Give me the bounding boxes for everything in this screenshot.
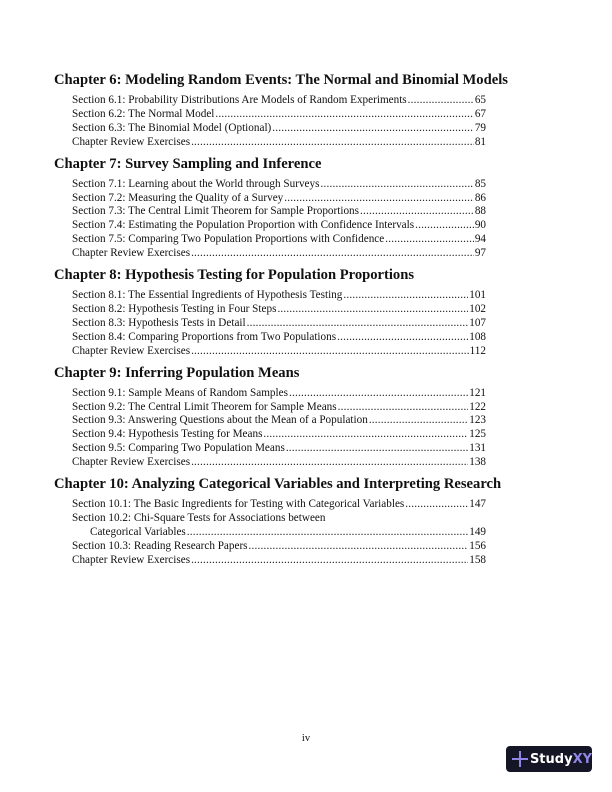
entry-page: 156 [469,539,486,552]
entry-label: Chapter Review Exercises [72,135,191,148]
leader-dots [191,345,469,359]
toc-entry[interactable] [72,498,486,512]
toc-entry[interactable] [72,205,486,219]
entry-page: 123 [469,414,486,427]
toc-entry[interactable] [72,540,486,554]
entry-page: 90 [474,219,486,232]
leader-dots [286,442,468,456]
entry-page: 85 [474,177,486,190]
leader-dots [191,136,474,150]
entry-label: Section 7.2: Measuring the Quality of a Survey [72,191,284,204]
entry-label: Section 10.3: Reading Research Papers [72,539,248,552]
entry-label: Section 8.2: Hypothesis Testing in Four Steps [72,302,277,315]
leader-dots [272,122,474,136]
leader-dots [277,303,468,317]
toc-entry[interactable] [72,401,486,415]
entry-page: 81 [474,135,486,148]
studyxy-watermark[interactable] [506,746,592,772]
toc-entry[interactable] [72,303,486,317]
entry-page: 88 [474,205,486,218]
entry-label: Section 8.3: Hypothesis Tests in Detail [72,316,246,329]
leader-dots [263,428,468,442]
entry-page: 131 [469,442,486,455]
chapter-6 [54,71,508,150]
entry-page: 122 [469,400,486,413]
leader-dots [415,219,474,233]
entry-label: Chapter Review Exercises [72,456,191,469]
chapter-8 [54,266,486,359]
entry-page: 149 [469,525,486,538]
chapter-9 [54,364,486,470]
leader-dots [191,247,474,261]
entry-label: Chapter Review Exercises [72,247,191,260]
entry-page: 86 [474,191,486,204]
leader-dots [320,178,473,192]
entry-page: 147 [469,498,486,511]
toc-entry[interactable] [72,428,486,442]
toc-entry[interactable] [72,345,486,359]
leader-dots [187,526,468,540]
leader-dots [191,456,468,470]
entry-page: 138 [469,456,486,469]
entry-label: Section 7.4: Estimating the Population Proportion with Confidence Intervals [72,219,415,232]
entry-label: Section 8.4: Comparing Proportions from Two Populations [72,330,337,343]
brand-text: Study [529,751,573,767]
brand-name [530,752,592,767]
leader-dots [215,108,473,122]
toc-entry[interactable] [72,317,486,331]
entry-page: 97 [474,247,486,260]
entry-label: Section 7.1: Learning about the World through Surveys [72,177,320,190]
leader-dots [338,401,469,415]
toc-entry[interactable] [72,122,486,136]
entry-label: Chapter Review Exercises [72,553,191,566]
chapter-title: Chapter 6: Modeling Random Events: The Normal and Binomial Models [54,72,508,88]
toc-entry[interactable] [72,108,486,122]
entry-label: Section 7.3: The Central Limit Theorem for Sample Proportions [72,205,359,218]
chapter-title: Chapter 8: Hypothesis Testing for Population Proportions [54,267,415,284]
leader-dots [337,331,468,345]
toc-entry[interactable] [72,442,486,456]
leader-dots [360,205,474,219]
leader-dots [249,540,469,554]
entry-page: 121 [469,386,486,399]
toc-entry[interactable] [72,331,486,345]
toc-entry[interactable] [72,456,486,470]
leader-dots [289,387,468,401]
leader-dots [408,94,474,108]
entry-page: 112 [469,344,486,357]
chapter-title: Chapter 10: Analyzing Categorical Variables and Interpreting Research [54,476,502,493]
entry-page: 125 [469,428,486,441]
leader-dots [247,317,469,331]
entry-label: Chapter Review Exercises [72,344,191,357]
entry-label: Section 7.5: Comparing Two Population Proportions with Confidence [72,233,385,246]
entry-page: 107 [469,316,486,329]
table-of-contents [54,71,508,573]
entry-label: Categorical Variables [90,525,186,538]
chapter-10 [54,475,502,568]
entry-page: 65 [474,94,486,106]
entry-label: Section 9.2: The Central Limit Theorem for Sample Means [72,400,337,413]
entry-page: 101 [469,289,486,302]
leader-dots [284,192,474,206]
chapter-title: Chapter 9: Inferring Population Means [54,364,300,381]
entry-label: Section 9.4: Hypothesis Testing for Means [72,428,263,441]
toc-entry[interactable] [72,247,486,261]
plus-icon [512,751,524,767]
entry-label: Section 6.1: Probability Distributions Are Models of Random Experiments [72,94,407,106]
entry-label: Section 6.3: The Binomial Model (Optional) [72,121,272,134]
toc-entry[interactable] [72,554,486,568]
toc-entry[interactable] [72,178,486,192]
entry-label: Section 10.1: The Basic Ingredients for Testing with Categorical Variables [72,498,405,511]
page-number: iv [301,733,311,744]
toc-entry[interactable] [72,387,486,401]
entry-page: 108 [469,330,486,343]
entry-label: Section 6.2: The Normal Model [72,107,215,120]
toc-entry[interactable] [72,414,486,428]
toc-entry[interactable] [72,94,486,108]
leader-dots [385,233,474,247]
entry-label: Section 9.5: Comparing Two Population Means [72,442,285,455]
entry-label: Section 9.3: Answering Questions about the Mean of a Population [72,414,368,427]
toc-entry[interactable] [72,289,486,303]
entry-page: 158 [469,553,486,566]
toc-entry-line1[interactable]: Section 10.2: Chi-Square Tests for Associations between [72,511,326,524]
entry-page: 94 [474,233,486,246]
entry-page: 79 [474,121,486,134]
entry-page: 67 [474,107,486,120]
chapter-7 [54,155,486,261]
toc-entry[interactable] [90,526,486,540]
chapter-title: Chapter 7: Survey Sampling and Inference [54,155,322,172]
toc-entry[interactable] [72,192,486,206]
leader-dots [191,554,468,568]
toc-entry[interactable] [72,136,486,150]
leader-dots [369,414,468,428]
entry-label: Section 8.1: The Essential Ingredients of Hypothesis Testing [72,289,343,302]
leader-dots [405,498,468,512]
toc-entry[interactable] [72,233,486,247]
entry-page: 102 [469,302,486,315]
toc-entry[interactable] [72,219,486,233]
leader-dots [343,289,468,303]
entry-label: Section 9.1: Sample Means of Random Samples [72,386,288,399]
brand-accent-text: XY [572,751,592,767]
